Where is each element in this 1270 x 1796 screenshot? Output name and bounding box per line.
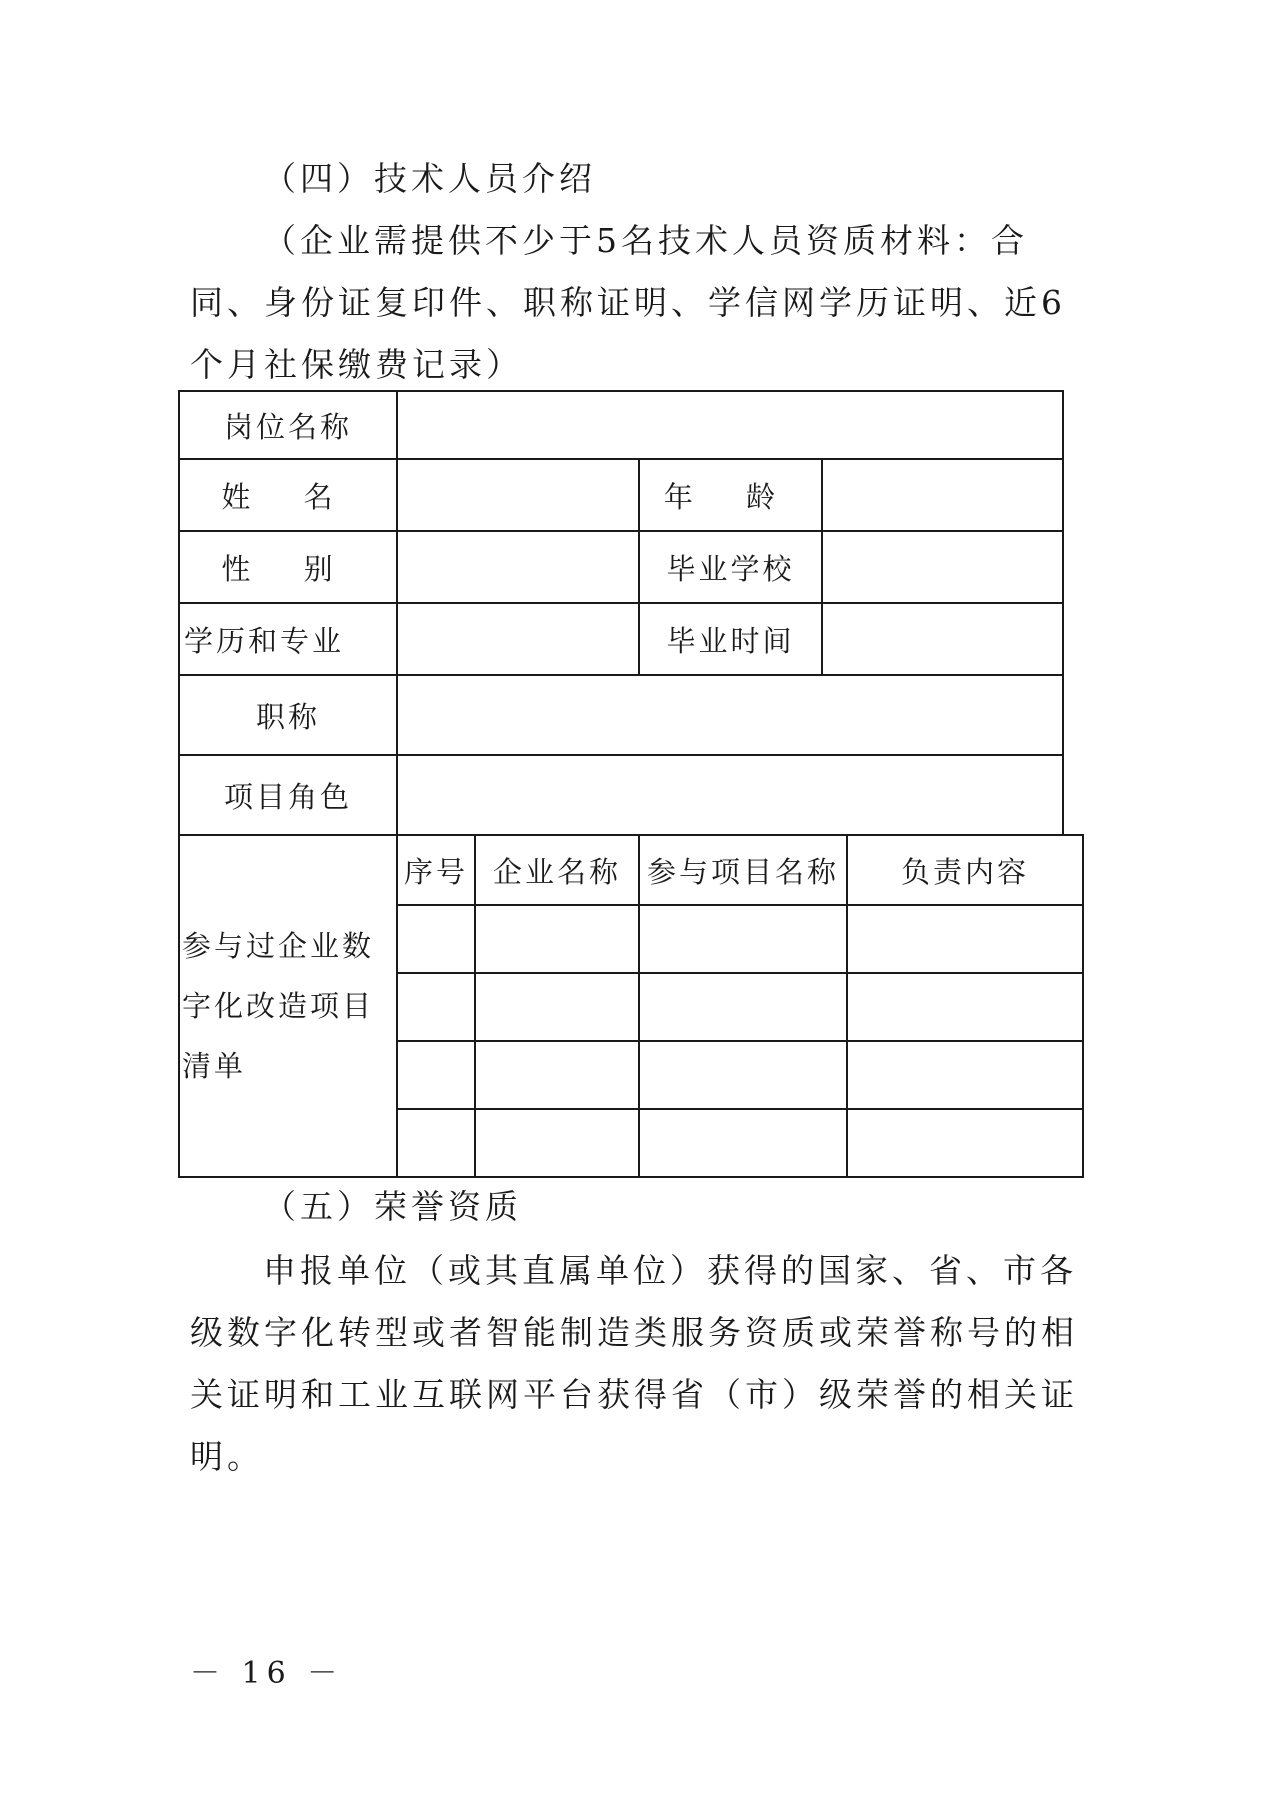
project-cell[interactable] <box>847 1109 1083 1177</box>
graduation-value-cell[interactable] <box>822 603 1063 675</box>
project-cell[interactable] <box>847 1041 1083 1109</box>
name-value-cell[interactable] <box>397 459 639 531</box>
project-cell[interactable] <box>397 1041 475 1109</box>
name-label: 姓 名 <box>179 459 397 531</box>
gender-label: 性 别 <box>179 531 397 603</box>
project-cell[interactable] <box>475 905 639 973</box>
education-label: 学历和专业 <box>179 603 397 675</box>
project-header-duty: 负责内容 <box>847 835 1083 905</box>
section5-body: 申报单位（或其直属单位）获得的国家、省、市各级数字化转型或者智能制造类服务资质或荣誉称号的相关证明和工业互联网平台获得省（市）级荣誉的相关证明。 <box>190 1251 1078 1476</box>
table-row <box>179 459 1083 531</box>
project-cell[interactable] <box>639 905 847 973</box>
project-header-project: 参与项目名称 <box>639 835 847 905</box>
table-row <box>179 755 1083 835</box>
projects-label: 参与过企业数字化改造项目清单 <box>179 835 397 1177</box>
project-cell[interactable] <box>847 973 1083 1041</box>
education-value-cell[interactable] <box>397 603 639 675</box>
role-value-cell[interactable] <box>397 755 1063 835</box>
title-label: 职称 <box>179 675 397 755</box>
project-cell[interactable] <box>397 1109 475 1177</box>
project-header-company: 企业名称 <box>475 835 639 905</box>
age-label: 年 龄 <box>639 459 822 531</box>
project-cell[interactable] <box>475 973 639 1041</box>
table-row <box>179 835 1083 905</box>
position-value-cell[interactable] <box>397 391 1063 459</box>
age-value-cell[interactable] <box>822 459 1063 531</box>
role-label: 项目角色 <box>179 755 397 835</box>
project-cell[interactable] <box>847 905 1083 973</box>
project-cell[interactable] <box>475 1109 639 1177</box>
gender-value-cell[interactable] <box>397 531 639 603</box>
position-label: 岗位名称 <box>179 391 397 459</box>
table-row <box>179 391 1083 459</box>
section4-heading: （四）技术人员介绍 <box>263 159 596 198</box>
project-cell[interactable] <box>397 905 475 973</box>
project-cell[interactable] <box>397 973 475 1041</box>
graduation-label: 毕业时间 <box>639 603 822 675</box>
technician-form-table <box>178 390 1084 1178</box>
school-value-cell[interactable] <box>822 531 1063 603</box>
school-label: 毕业学校 <box>639 531 822 603</box>
title-value-cell[interactable] <box>397 675 1063 755</box>
project-cell[interactable] <box>639 1109 847 1177</box>
project-cell[interactable] <box>475 1041 639 1109</box>
project-cell[interactable] <box>639 973 847 1041</box>
table-row <box>179 531 1083 603</box>
table-row <box>179 603 1083 675</box>
section5-heading: （五）荣誉资质 <box>263 1187 522 1226</box>
page-number: － 16 － <box>190 1656 344 1691</box>
section4-note: （企业需提供不少于5名技术人员资质材料：合同、身份证复印件、职称证明、学信网学历证明、近6个月社保缴费记录） <box>190 221 1066 384</box>
table-row <box>179 675 1083 755</box>
project-header-seq: 序号 <box>397 835 475 905</box>
project-cell[interactable] <box>639 1041 847 1109</box>
